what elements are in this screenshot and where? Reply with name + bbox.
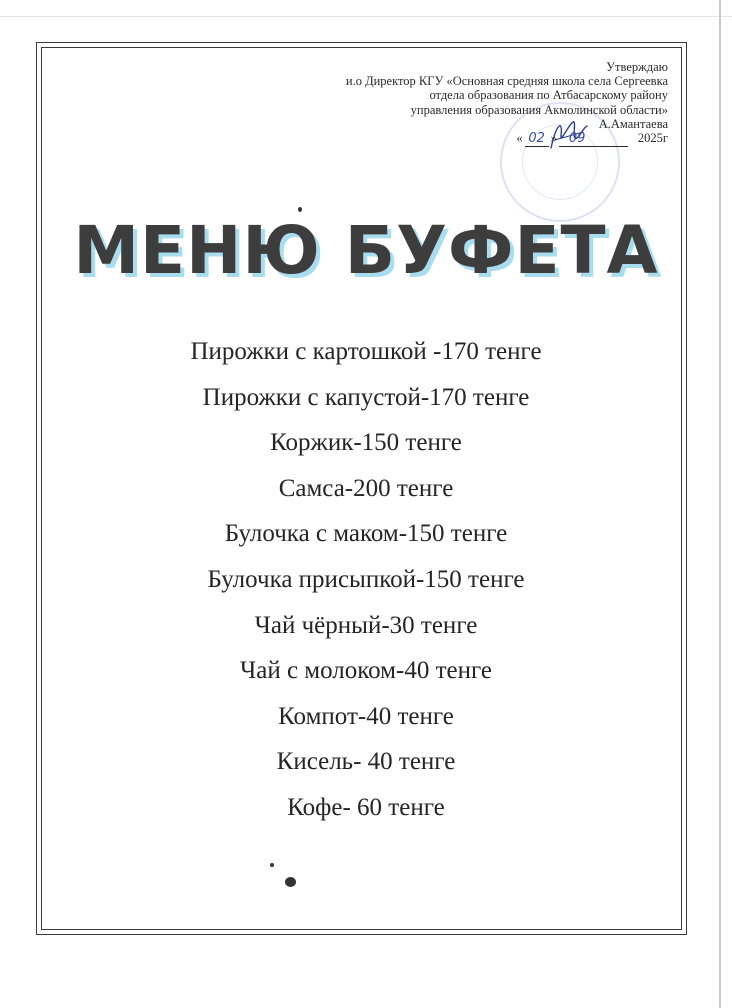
approval-block	[308, 60, 668, 147]
menu-list	[40, 329, 692, 831]
approval-administration-line: управления образования Акмолинской области»	[410, 102, 668, 117]
ink-speck	[270, 863, 274, 867]
approval-date	[516, 131, 668, 147]
menu-item: Булочка с маком-150 тенге	[224, 520, 508, 548]
scan-edge	[0, 16, 732, 17]
approval-department-line: отдела образования по Атбасарскому району	[429, 88, 668, 103]
ink-speck	[285, 877, 296, 887]
menu-item: Самса-200 тенге	[278, 474, 454, 502]
approval-director-line: и.о Директор КГУ «Основная средняя школа села Сергеевка	[345, 74, 668, 89]
menu-item: Кофе- 60 тенге	[287, 793, 445, 821]
menu-item: Кисель- 40 тенге	[276, 748, 456, 776]
approval-signatory-line: А.Амантаева	[598, 116, 668, 131]
menu-item: Компот-40 тенге	[278, 702, 454, 730]
date-month: 09	[559, 132, 628, 147]
date-day: 02	[525, 132, 549, 147]
menu-item: Пирожки с капустой-170 тенге	[202, 383, 530, 411]
approval-approve-line: Утверждаю	[606, 60, 668, 74]
ink-speck	[298, 207, 302, 212]
menu-item: Пирожки с картошкой -170 тенге	[190, 338, 542, 365]
approval-date-line	[308, 131, 668, 147]
menu-item: Булочка присыпкой-150 тенге	[207, 565, 525, 593]
scan-edge	[719, 0, 721, 1008]
page-title: МЕНЮ БУФЕТА	[73, 212, 659, 289]
date-year: 2025г	[637, 131, 668, 146]
menu-item: Чай чёрный-30 тенге	[254, 611, 478, 639]
menu-item: Коржик-150 тенге	[270, 429, 462, 457]
menu-item: Чай с молоком-40 тенге	[239, 657, 492, 685]
date-open-quote: «	[516, 131, 523, 146]
date-close-quote: »	[550, 131, 557, 146]
